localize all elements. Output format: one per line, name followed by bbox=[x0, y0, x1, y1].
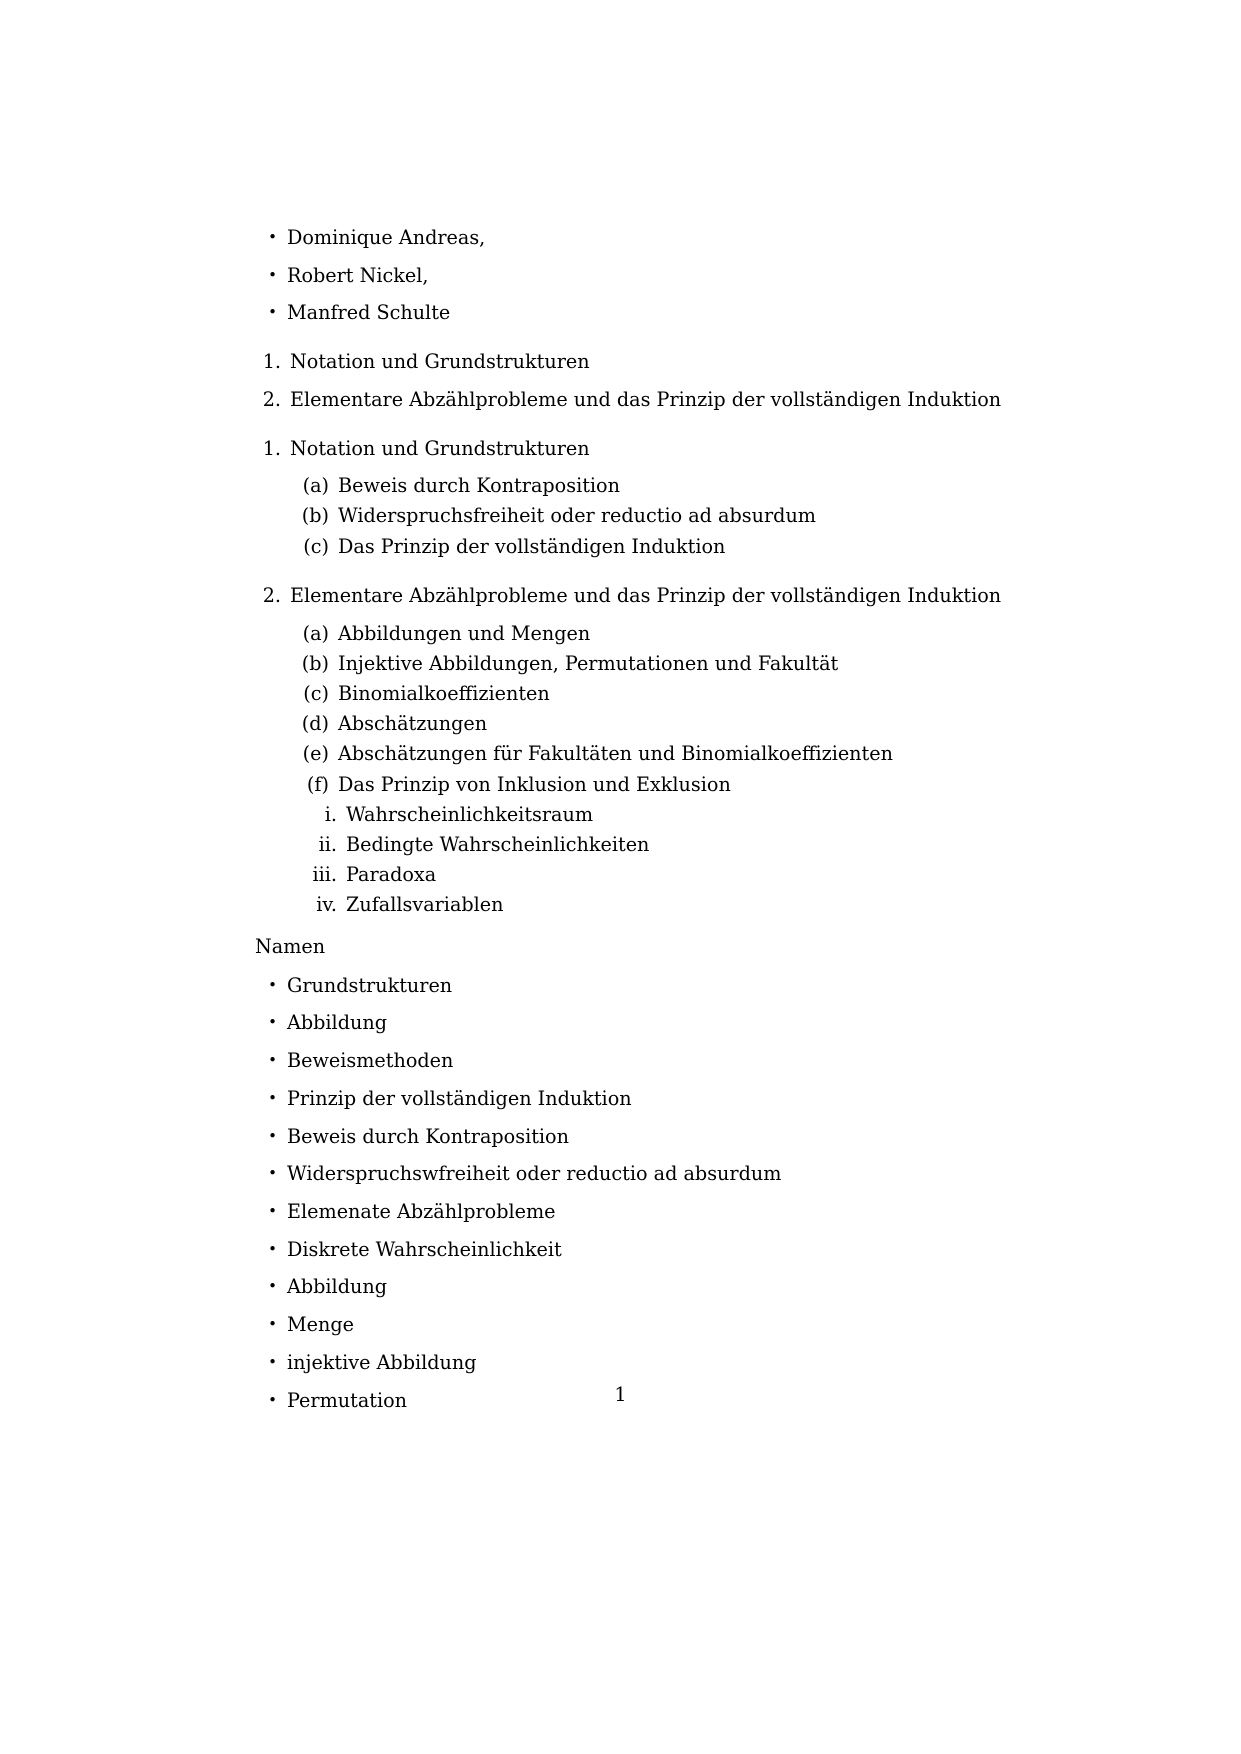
list-item-label: Abbildungen und Mengen bbox=[338, 621, 591, 645]
list-item-marker: (b) bbox=[301, 651, 329, 675]
list-item bbox=[305, 863, 985, 887]
list-item-label: Bedingte Wahrscheinlichkeiten bbox=[346, 832, 650, 856]
list-item-label: Binomialkoeffizienten bbox=[338, 681, 550, 705]
page-content bbox=[255, 226, 1002, 1428]
bullet-icon: • bbox=[268, 1088, 277, 1107]
list-item-label: Das Prinzip der vollständigen Induktion bbox=[338, 534, 726, 558]
list-item bbox=[255, 228, 985, 247]
bullet-icon: • bbox=[268, 228, 277, 246]
list-item-label: Abschätzungen bbox=[338, 712, 488, 736]
list-item bbox=[293, 772, 985, 796]
bullet-icon: • bbox=[268, 265, 277, 284]
list-item-label: Grundstrukturen bbox=[287, 973, 453, 997]
list-item bbox=[255, 436, 985, 460]
list-item-marker: 2. bbox=[262, 387, 281, 411]
list-item bbox=[293, 681, 985, 705]
list-item-label: Permutation bbox=[287, 1388, 408, 1412]
list-item-label: Das Prinzip von Inklusion und Exklusion bbox=[338, 772, 731, 796]
list-item-label: Widerspruchsfreiheit oder reductio ad absurdum bbox=[338, 504, 816, 528]
spacer bbox=[255, 567, 985, 586]
list-item bbox=[293, 712, 985, 736]
list-item bbox=[255, 1086, 985, 1110]
list-item-marker: (b) bbox=[301, 504, 329, 528]
list-item bbox=[255, 350, 985, 374]
list-item bbox=[305, 832, 985, 856]
list-item-label: Widerspruchswfreiheit oder reductio ad absurdum bbox=[287, 1162, 782, 1186]
bullet-icon: • bbox=[268, 1164, 277, 1183]
list-item-label: Prinzip der vollständigen Induktion bbox=[287, 1086, 632, 1110]
list-item-label: Notation und Grundstrukturen bbox=[290, 436, 590, 460]
list-item-label: Notation und Grundstrukturen bbox=[290, 350, 590, 374]
bullet-icon: • bbox=[268, 1201, 277, 1220]
list-item-label: Elemenate Abzählprobleme bbox=[287, 1199, 556, 1223]
bullet-icon: • bbox=[268, 1277, 277, 1296]
list-item-marker: iv. bbox=[316, 893, 337, 917]
list-item bbox=[255, 263, 985, 287]
list-item-label: Robert Nickel, bbox=[287, 263, 429, 287]
list-item-marker: ii. bbox=[318, 832, 337, 856]
list-item bbox=[255, 1162, 985, 1186]
author-list bbox=[255, 228, 985, 323]
list-item bbox=[255, 1313, 985, 1337]
list-item-label: Abschätzungen für Fakultäten und Binomialkoeffizienten bbox=[338, 742, 893, 766]
list-item bbox=[255, 1124, 985, 1148]
list-item-marker: (e) bbox=[302, 742, 329, 766]
list-item bbox=[293, 621, 985, 645]
list-item bbox=[255, 583, 1002, 607]
list-item-label: Abbildung bbox=[287, 1011, 387, 1035]
list-item-label: Beweis durch Kontraposition bbox=[287, 1124, 569, 1148]
list-item-label: Wahrscheinlichkeitsraum bbox=[346, 802, 594, 826]
namen-list bbox=[255, 973, 985, 1412]
list-item-marker: (a) bbox=[302, 474, 329, 498]
bullet-icon: • bbox=[268, 975, 277, 994]
bullet-icon: • bbox=[268, 1390, 277, 1409]
list-item bbox=[305, 802, 985, 826]
list-item-label: Dominique Andreas, bbox=[287, 226, 486, 249]
list-item-label: Beweismethoden bbox=[287, 1049, 454, 1073]
list-item-label: Elementare Abzählprobleme und das Prinzip der vollständigen Induktion bbox=[290, 387, 1002, 411]
list-item-marker: (c) bbox=[303, 534, 329, 558]
list-item-marker: 2. bbox=[262, 583, 281, 607]
list-item bbox=[255, 1237, 985, 1261]
list-item-marker: i. bbox=[324, 802, 337, 826]
list-item-marker: (a) bbox=[302, 621, 329, 645]
list-item-marker: (f) bbox=[306, 772, 329, 796]
list-item-marker: 1. bbox=[262, 436, 281, 460]
list-item bbox=[293, 474, 985, 498]
list-item-label: Beweis durch Kontraposition bbox=[338, 474, 620, 498]
bullet-icon: • bbox=[268, 1126, 277, 1145]
list-item bbox=[293, 651, 985, 675]
list-item bbox=[255, 1199, 985, 1223]
list-item-label: Paradoxa bbox=[346, 863, 437, 887]
bullet-icon: • bbox=[268, 1013, 277, 1032]
namen-heading: Namen bbox=[255, 934, 326, 958]
outline-full-item-2-subsublist bbox=[305, 802, 985, 917]
list-item bbox=[293, 742, 985, 766]
outline-full-item-1-sublist bbox=[293, 476, 985, 556]
bullet-icon: • bbox=[268, 1051, 277, 1070]
list-item-marker: (c) bbox=[303, 681, 329, 705]
outline-full-item-1 bbox=[255, 436, 985, 460]
list-item bbox=[255, 1011, 985, 1035]
outline-short-list bbox=[255, 350, 1002, 411]
outline-full-item-2 bbox=[255, 583, 1002, 607]
list-item bbox=[293, 534, 985, 558]
list-item-label: Abbildung bbox=[287, 1275, 387, 1299]
outline-full-item-2-sublist bbox=[293, 621, 985, 796]
list-item-marker: iii. bbox=[312, 863, 337, 887]
list-item-label: Menge bbox=[287, 1313, 354, 1337]
list-item-marker: 1. bbox=[262, 350, 281, 374]
bullet-icon: • bbox=[268, 303, 277, 322]
list-item bbox=[255, 301, 985, 325]
bullet-icon: • bbox=[268, 1315, 277, 1334]
list-item bbox=[255, 973, 985, 997]
list-item bbox=[293, 504, 985, 528]
list-item bbox=[255, 1350, 985, 1374]
list-item-label: Injektive Abbildungen, Permutationen und Fakultät bbox=[338, 651, 839, 675]
list-item bbox=[255, 1275, 985, 1299]
page-number: 1 bbox=[614, 1383, 627, 1406]
list-item-label: injektive Abbildung bbox=[287, 1350, 477, 1374]
list-item bbox=[255, 1049, 985, 1073]
list-item-label: Zufallsvariablen bbox=[346, 893, 504, 917]
bullet-icon: • bbox=[268, 1352, 277, 1371]
list-item-marker: (d) bbox=[301, 712, 329, 736]
list-item-label: Diskrete Wahrscheinlichkeit bbox=[287, 1237, 562, 1261]
list-item-label: Manfred Schulte bbox=[287, 301, 451, 325]
list-item-label: Elementare Abzählprobleme und das Prinzip der vollständigen Induktion bbox=[290, 583, 1002, 607]
list-item bbox=[255, 387, 1002, 411]
list-item bbox=[305, 893, 985, 917]
bullet-icon: • bbox=[268, 1239, 277, 1258]
